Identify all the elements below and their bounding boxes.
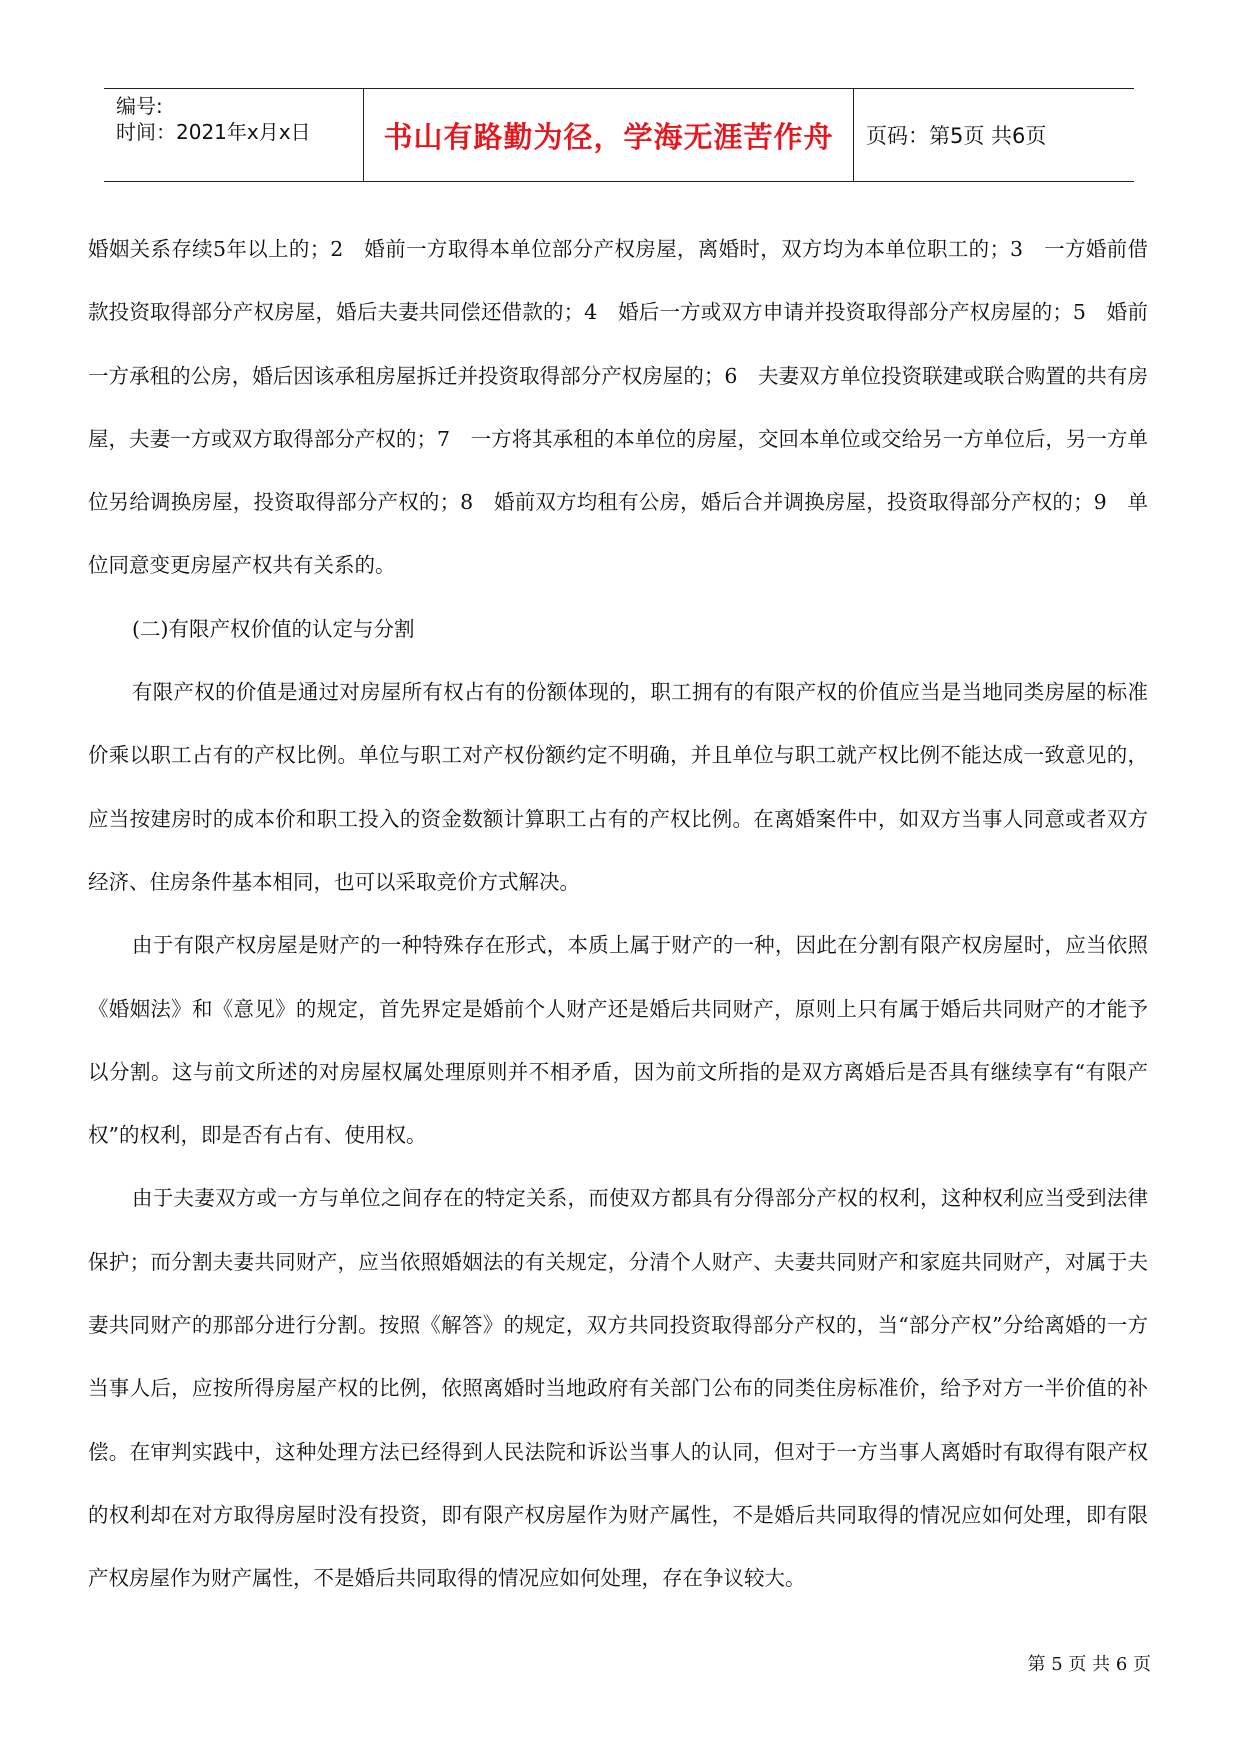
- body-paragraph: 婚姻关系存续5年以上的；2 婚前一方取得本单位部分产权房屋，离婚时，双方均为本单位职工的；3 一方婚前借款投资取得部分产权房屋，婚后夫妻共同偿还借款的；4 婚后一方或双方申请并投资取得部分产权房屋的；5 婚前一方承租的公房，婚后因该承租房屋拆迁并投资取得部分产权房屋的；6 夫妻双方单位投资联建或联合购置的共有房屋，夫妻一方或双方取得部分产权的；7 一方将其承租的本单位的房屋，交回本单位或交给另一方单位后，另一方单位另给调换房屋，投资取得部分产权的；8 婚前双方均租有公房，婚后合并调换房屋，投资取得部分产权的；9 单位同意变更房屋产权共有关系的。: [88, 237, 1148, 578]
- body-paragraph: 有限产权的价值是通过对房屋所有权占有的份额体现的，职工拥有的有限产权的价值应当是当地同类房屋的标准价乘以职工占有的产权比例。单位与职工对产权份额约定不明确，并且单位与职工就产权比例不能达成一致意见的，应当按建房时的成本价和职工投入的资金数额计算职工占有的产权比例。在离婚案件中，如双方当事人同意或者双方经济、住房条件基本相同，也可以采取竞价方式解决。: [88, 680, 1148, 894]
- body-paragraph: 由于夫妻双方或一方与单位之间存在的特定关系，而使双方都具有分得部分产权的权利，这种权利应当受到法律保护；而分割夫妻共同财产，应当依照婚姻法的有关规定，分清个人财产、夫妻共同财产和家庭共同财产，对属于夫妻共同财产的那部分进行分割。按照《解答》的规定，双方共同投资取得部分产权的，当“部分产权”分给离婚的一方当事人后，应按所得房屋产权的比例，依照离婚时当地政府有关部门公布的同类住房标准价，给予对方一半价值的补偿。在审判实践中，这种处理方法已经得到人民法院和诉讼当事人的认同，但对于一方当事人离婚时有取得有限产权的权利却在对方取得房屋时没有投资，即有限产权房屋作为财产属性，不是婚后共同取得的情况应如何处理，即有限产权房屋作为财产属性，不是婚后共同取得的情况应如何处理，存在争议较大。: [88, 1186, 1148, 1591]
- document-body: [88, 218, 1148, 1611]
- document-time: 时间：2021年x月x日: [116, 120, 311, 144]
- page-header: [104, 88, 1134, 182]
- body-paragraph: 由于有限产权房屋是财产的一种特殊存在形式，本质上属于财产的一种，因此在分割有限产权房屋时，应当依照《婚姻法》和《意见》的规定，首先界定是婚前个人财产还是婚后共同财产，原则上只有属于婚后共同财产的才能予以分割。这与前文所述的对房屋权属处理原则并不相矛盾，因为前文所指的是双方离婚后是否具有继续享有“有限产权”的权利，即是否有占有、使用权。: [88, 933, 1148, 1148]
- header-page-info: 页码：第5页 共6页: [866, 124, 1047, 148]
- section-heading: (二)有限产权价值的认定与分割: [132, 616, 415, 641]
- document-number-label: 编号:: [116, 94, 163, 118]
- page-footer: 第 5 页 共 6 页: [1027, 1654, 1151, 1675]
- header-motto: 书山有路勤为径，学海无涯苦作舟: [364, 89, 854, 181]
- header-meta: [104, 89, 364, 181]
